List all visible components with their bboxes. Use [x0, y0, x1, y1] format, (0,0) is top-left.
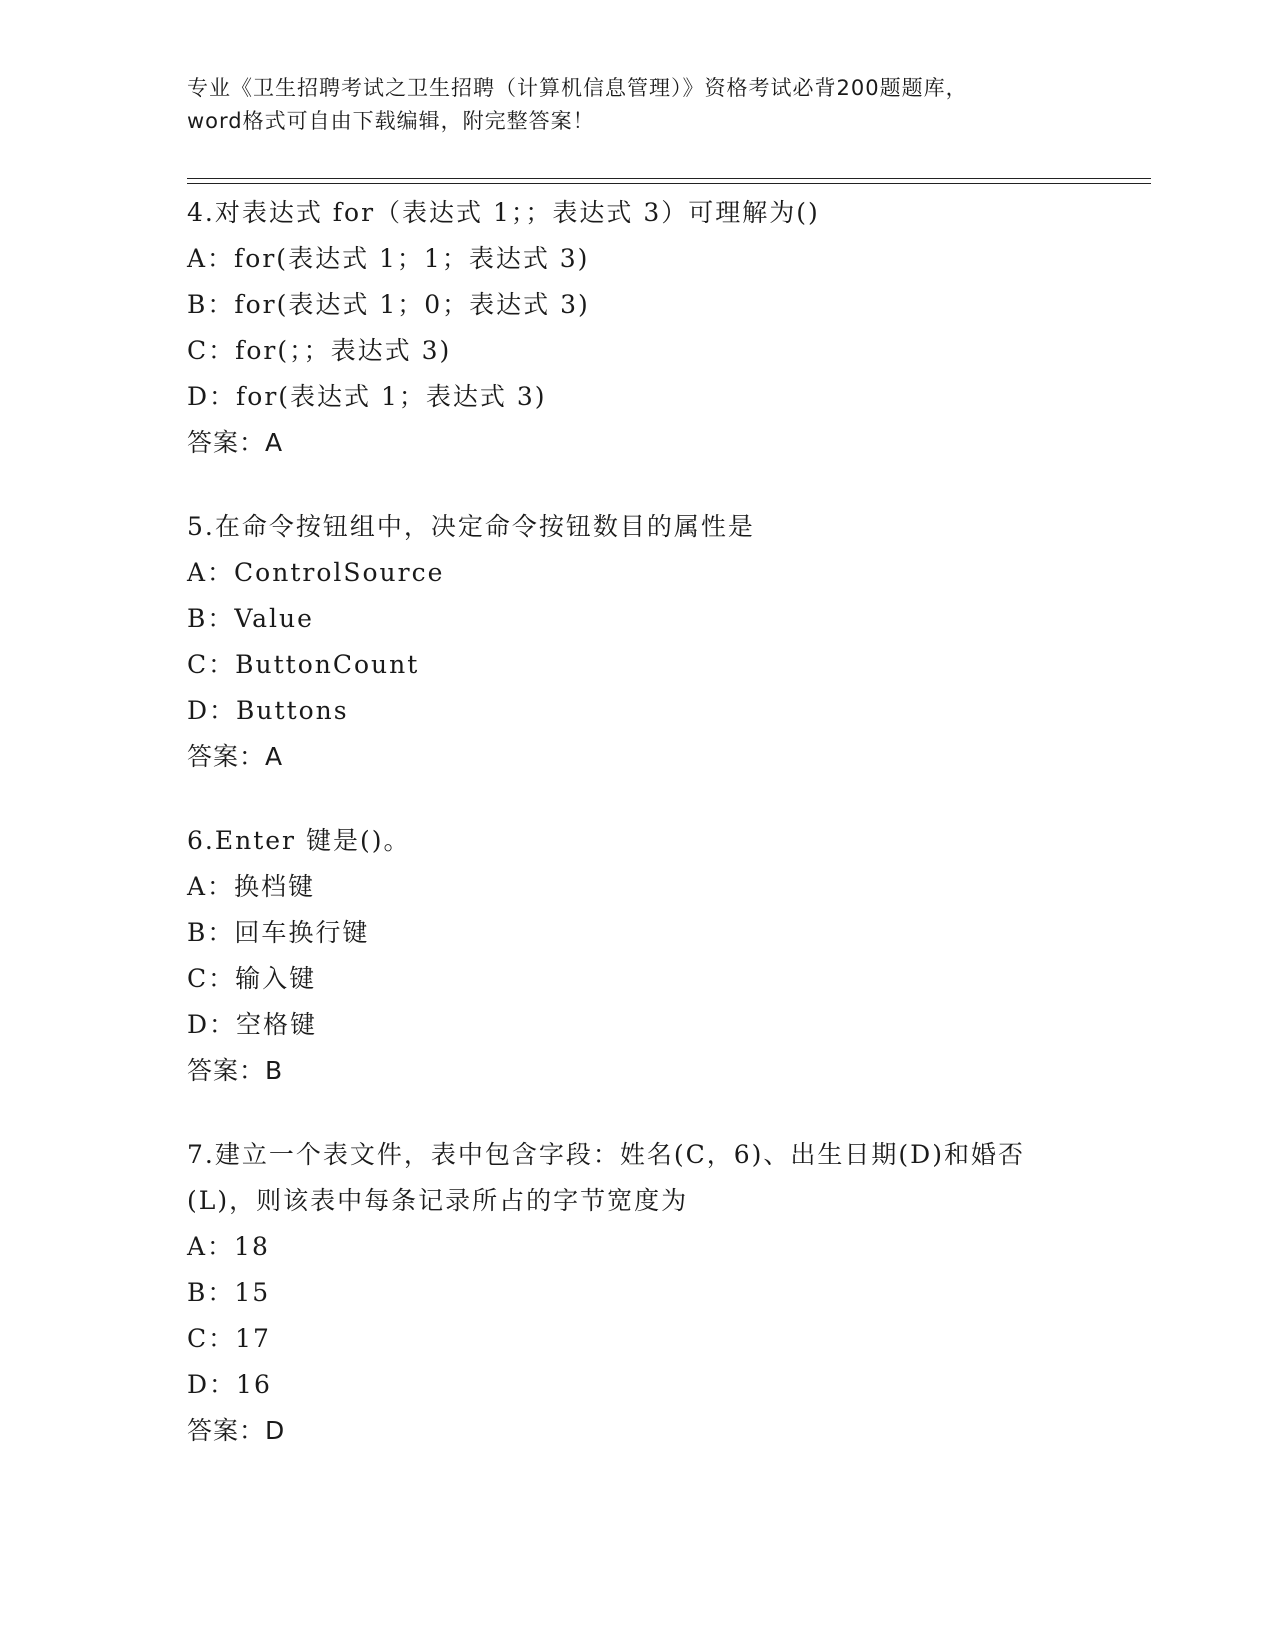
header-divider-top: [187, 178, 1151, 179]
header-divider-bottom: [187, 183, 1151, 184]
question-5: [187, 504, 1087, 780]
option-c: C：ButtonCount: [187, 650, 420, 679]
option-b: B：Value: [187, 604, 314, 633]
option-a: A：换档键: [187, 872, 316, 901]
answer: 答案：A: [187, 428, 284, 457]
option-d: D：for(表达式 1；表达式 3): [187, 382, 547, 411]
option-a: A：ControlSource: [187, 558, 445, 587]
option-d: D：16: [187, 1370, 272, 1399]
option-d: D：空格键: [187, 1010, 318, 1039]
question-stem-line-1: 7.建立一个表文件，表中包含字段：姓名(C，6)、出生日期(D)和婚否: [187, 1140, 1025, 1169]
question-6: [187, 818, 1087, 1094]
answer: 答案：D: [187, 1416, 286, 1445]
question-7: [187, 1132, 1087, 1454]
header-line-2: word格式可自由下载编辑，附完整答案！: [187, 109, 595, 133]
option-d: D：Buttons: [187, 696, 349, 725]
option-b: B：15: [187, 1278, 271, 1307]
option-a: A：for(表达式 1；1；表达式 3): [187, 244, 590, 273]
option-b: B：for(表达式 1；0；表达式 3): [187, 290, 590, 319]
question-stem: 4.对表达式 for（表达式 1；；表达式 3）可理解为(): [187, 198, 820, 227]
option-c: C：for(；；表达式 3): [187, 336, 452, 365]
answer: 答案：B: [187, 1056, 284, 1085]
answer: 答案：A: [187, 742, 284, 771]
document-header: [187, 72, 1087, 138]
question-stem-line-2: (L)，则该表中每条记录所占的字节宽度为: [187, 1186, 689, 1215]
option-b: B：回车换行键: [187, 918, 370, 947]
option-c: C：17: [187, 1324, 271, 1353]
option-c: C：输入键: [187, 964, 317, 993]
question-list: [187, 190, 1087, 1492]
option-a: A：18: [187, 1232, 270, 1261]
header-line-1: 专业《卫生招聘考试之卫生招聘（计算机信息管理）》资格考试必背200题题库，: [187, 76, 968, 100]
question-stem: 6.Enter 键是()。: [187, 826, 411, 855]
question-4: [187, 190, 1087, 466]
question-stem: 5.在命令按钮组中，决定命令按钮数目的属性是: [187, 512, 755, 541]
